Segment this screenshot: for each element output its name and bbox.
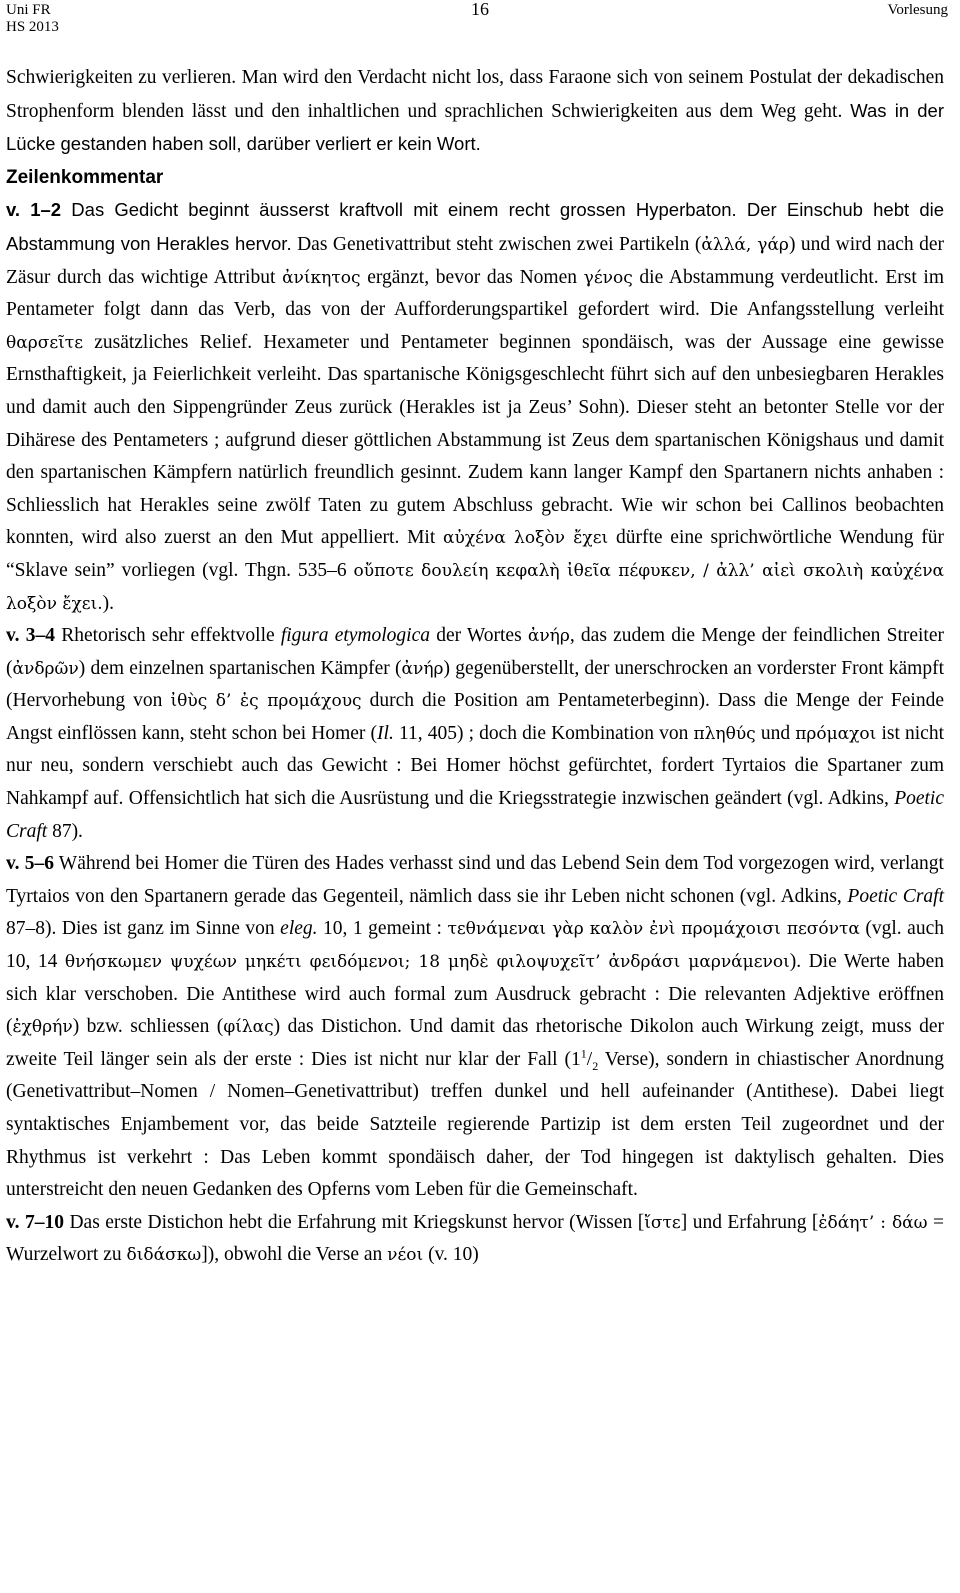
greek-quote: οὔποτε δουλείη κεφαλὴ ἰθεῖα πέφυκεν, / ἀλλ’ αἰεὶ σκολιὴ καὐχένα λοξὸν ἔχει. [6, 560, 945, 614]
commentary-text: 87–8). Dies ist ganz im Sinne von [6, 918, 281, 940]
commentary-text: ) gegenüberstellt, der unerschrocken an vorderster Front kämpft (Hervorhebung von [6, 657, 944, 712]
commentary-text: Rhetorisch sehr effektvolle [55, 625, 281, 647]
commentary-text: ) und wird nach der Zäsur durch das wichtige Attribut [6, 233, 945, 288]
header-university: Uni FR [6, 2, 51, 18]
greek-quote: ἐδάητ’ : δάω [818, 1212, 928, 1233]
header-course-type: Vorlesung [887, 2, 948, 18]
italic-citation: Poetic Craft [6, 788, 944, 842]
page-header [0, 0, 960, 44]
commentary-text: ] und Erfahrung [ [680, 1211, 819, 1233]
italic-citation: Il. [377, 722, 394, 744]
commentary-v1-2 [6, 194, 944, 620]
greek-quote: τεθνάμεναι γὰρ καλὸν ἐνὶ προμάχοισι πεσόντα [447, 919, 860, 940]
greek-quote: ἀνίκητος [282, 267, 361, 288]
commentary-text: zusätzliches Relief. Hexameter und Pentameter beginnen spondäisch, was der Aussage eine gewisse Ernsthaftigkeit, ja Feierlichkeit verleiht. Das spartanische Königsgeschlecht führt sich auf den unbesiegbaren Herakles und damit auch den Sippengründer Zeus zurück (Herakles ist ja Zeus’ Sohn). Dieser steht an betonter Stelle vor der Dihärese des Pentameters ; aufgrund dieser göttlichen Abstammung ist Zeus dem spartanischen Königshaus und damit den spartanischen Kämpfern natürlich freundlich gesinnt. Zudem kann langer Kampf den Spartanern nichts anhaben : Schliesslich hat Herakles seine zwölf Taten zu gutem Abschluss gebracht. Wie wir schon bei Callinos beobachten konnten, wird also zuerst an den Mut appelliert. Mit [6, 331, 944, 549]
commentary-text: ergänzt, bevor das Nomen [360, 266, 584, 288]
italic-term: figura etymologica [280, 625, 430, 647]
commentary-text: ). [102, 592, 115, 614]
greek-quote: θνήσκωμεν ψυχέων μηκέτι φειδόμενοι; 18 μηδὲ φιλοψυχεῖτ’ ἀνδράσι μαρνάμενοι [64, 952, 790, 973]
italic-citation: Poetic Craft [847, 885, 944, 907]
commentary-text: Verse), sondern in chiastischer Anordnung (Genetivattribut–Nomen / Nomen–Genetivattribut) treffen dunkel und hell aufeinander (Antithese). Dabei liegt syntaktisches Enjambement vor, das beide Satzteile regierende Partizip ist dem ersten Teil zugeordnet und der Rhythmus ist verkehrt : Das Leben kommt spondäisch daher, der Tod hingegen ist daktylisch gehalten. Dies unterstreicht den neuen Gedanken des Opferns vom Leben für die Gemeinschaft. [6, 1048, 945, 1201]
page-number: 16 [471, 0, 489, 19]
verse-label: v. 5–6 [6, 853, 54, 875]
verse-label: v. 3–4 [6, 625, 55, 647]
greek-quote: ἀνδρῶν [12, 658, 79, 679]
greek-quote: ἀνήρ [527, 626, 570, 647]
commentary-text: Während bei Homer die Türen des Hades verhasst sind und das Lebend Sein dem Tod vorgezogen wird, verlangt Tyrtaios von den Spartanern gerade das Gegenteil, nämlich dass sie ihr Leben nicht schonen (vgl. Adkins, [6, 853, 944, 907]
commentary-text: (vgl. auch 10, 14 [6, 918, 944, 973]
greek-quote: ἐχθρήν [12, 1017, 73, 1038]
document-body [6, 62, 944, 1272]
commentary-text: ) bzw. schliessen ( [72, 1016, 224, 1038]
greek-quote: διδάσκω [126, 1245, 202, 1266]
commentary-text: ). Die Werte haben sich klar verschoben. Die Antithese wird auch formal zum Ausdruck gebracht : Die relevanten Adjektive eröffnen ( [6, 951, 945, 1038]
greek-quote: πληθύς [693, 723, 756, 744]
intro-sans-text: Was in der Lücke gestanden haben soll, darüber verliert er kein Wort. [6, 99, 945, 155]
commentary-text: durch die Position am Pentameterbeginn). Dass die Menge der Feinde Angst einflössen kann, steht schon bei Homer ( [6, 690, 945, 744]
commentary-text: die Abstammung verdeutlicht. Erst im Pentameter folgt dann das Verb, das von der Aufforderungspartikel gefordert wird. Die Anfangsstellung verleiht [6, 266, 945, 321]
commentary-v5-6 [6, 848, 944, 1207]
commentary-text: der Wortes [430, 625, 528, 647]
greek-quote: ἴστε [644, 1212, 681, 1233]
commentary-text: und [755, 722, 796, 744]
section-heading: Zeilenkommentar [6, 166, 164, 188]
greek-quote: ἀλλά, γάρ [701, 234, 789, 255]
fraction-slash: / [586, 1048, 593, 1070]
verse-label: v. 1–2 [6, 199, 62, 221]
fraction-numerator: 1 [580, 1046, 587, 1061]
commentary-text: = Wurzelwort zu [6, 1211, 944, 1266]
commentary-v7-10 [6, 1207, 944, 1272]
italic-citation: eleg. [280, 918, 318, 940]
commentary-v3-4 [6, 620, 944, 848]
commentary-text: 87). [47, 820, 83, 842]
greek-quote: ἀνήρ [401, 658, 444, 679]
commentary-text: 11, 405) ; doch die Kombination von [393, 722, 694, 744]
intro-paragraph [6, 62, 944, 162]
commentary-text: ) das Distichon. Und damit das rhetorische Dikolon auch Wirkung zeigt, muss der zweite Teil länger sein als der erste : Dies ist nicht nur klar der Fall (1 [6, 1016, 944, 1070]
intro-serif-text: Schwierigkeiten zu verlieren. Man wird den Verdacht nicht los, dass Faraone sich von seinem Postulat der dekadischen Strophenform blenden lässt und den inhaltlichen und sprachlichen Schwierigkeiten aus dem Weg geht. [6, 67, 944, 122]
header-semester: HS 2013 [6, 19, 59, 35]
commentary-text: (v. 10) [423, 1244, 479, 1266]
commentary-text: ist nicht nur neu, sondern verschiebt auch das Gewicht : Bei Homer höchst gefürchtet, fordert Tyrtaios die Spartaner zum Nahkampf auf. Offensichtlich hat sich die Ausrüstung und die Kriegsstrategie inzwischen geändert (vgl. Adkins, [6, 722, 944, 810]
greek-quote: φίλας [223, 1017, 274, 1038]
greek-quote: θαρσεῖτε [6, 332, 83, 353]
commentary-text: Das erste Distichon hebt die Erfahrung mit Kriegskunst hervor (Wissen [ [64, 1211, 645, 1233]
commentary-text: dürfte eine sprichwörtliche Wendung für “Sklave sein” vorliegen (vgl. Thgn. 535–6 [6, 527, 944, 581]
greek-quote: πρόμαχοι [795, 723, 877, 744]
commentary-text: ]), obwohl die Verse an [201, 1244, 388, 1266]
verse-label: v. 7–10 [6, 1211, 65, 1233]
commentary-text: Das Gedicht beginnt äusserst kraftvoll mit einem recht grossen Hyperbaton. Der Einschub hebt die Abstammung von Herakles hervor. [6, 199, 945, 254]
greek-quote: ἰθὺς δ’ ἐς προμάχους [170, 691, 362, 712]
commentary-text: , das zudem die Menge der feindlichen Streiter ( [6, 625, 944, 679]
greek-quote: αὐχένα λοξὸν ἔχει [443, 528, 609, 549]
commentary-text: Das Genetivattribut steht zwischen zwei Partikeln ( [297, 233, 702, 255]
greek-quote: γένος [583, 267, 633, 288]
fraction-denominator: 2 [592, 1058, 599, 1073]
commentary-text: 10, 1 gemeint : [317, 918, 448, 940]
greek-quote: νέοι [387, 1245, 424, 1266]
commentary-text: ) dem einzelnen spartanischen Kämpfer ( [78, 657, 402, 679]
